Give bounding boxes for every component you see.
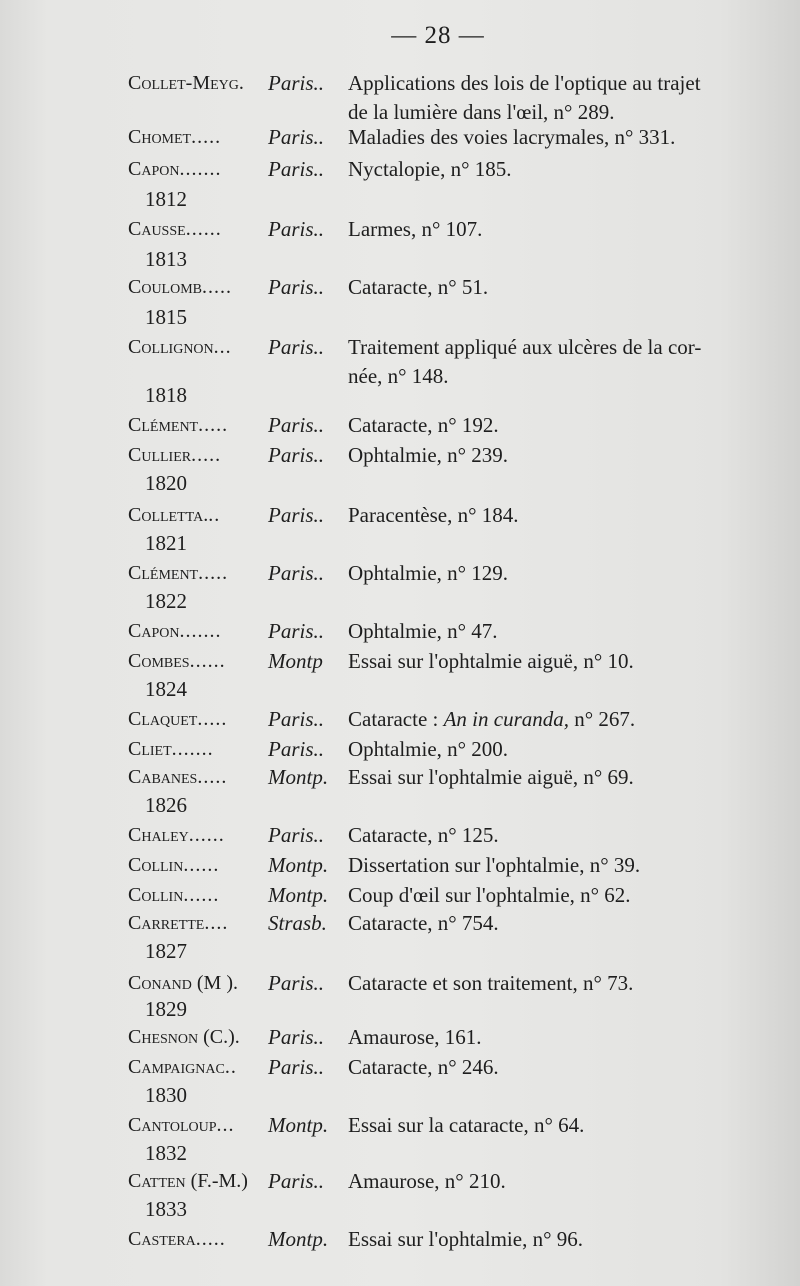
description: Cataracte, n° 246. [348, 1055, 499, 1079]
author-name: Causse...... [128, 218, 222, 240]
description: Nyctalopie, n° 185. [348, 157, 512, 181]
year-heading: 1832 [145, 1141, 187, 1165]
city: Paris.. [268, 707, 325, 731]
author-name: Clément..... [128, 562, 229, 584]
city: Paris.. [268, 1055, 325, 1079]
description: Cataracte et son traitement, n° 73. [348, 971, 634, 995]
author-name: Cabanes..... [128, 766, 228, 788]
city: Paris.. [268, 443, 325, 467]
description: Cataracte, n° 125. [348, 823, 499, 847]
year-heading: 1813 [145, 247, 187, 271]
year-heading: 1826 [145, 793, 187, 817]
description: Amaurose, n° 210. [348, 1169, 506, 1193]
city: Montp. [268, 1113, 329, 1137]
year-heading: 1833 [145, 1197, 187, 1221]
city: Paris.. [268, 275, 325, 299]
description: Larmes, n° 107. [348, 217, 483, 241]
author-name: Cullier..... [128, 444, 222, 466]
entry-row [128, 560, 768, 620]
description: Paracentèse, n° 184. [348, 503, 519, 527]
author-name: Conand (M ). [128, 972, 238, 994]
entry-row [128, 1226, 768, 1286]
author-name: Cliet....... [128, 738, 214, 760]
city: Montp. [268, 883, 329, 907]
description: Amaurose, 161. [348, 1025, 482, 1049]
city: Montp. [268, 1227, 329, 1251]
city: Paris.. [268, 619, 325, 643]
entry-row [128, 156, 768, 216]
entry-row [128, 764, 768, 824]
city: Paris.. [268, 335, 325, 359]
city: Paris.. [268, 157, 325, 181]
author-name: Campaignac.. [128, 1056, 237, 1078]
city: Paris.. [268, 823, 325, 847]
entry-row [128, 910, 768, 970]
city: Montp. [268, 853, 329, 877]
entry-row [128, 502, 768, 562]
city: Paris.. [268, 71, 325, 95]
entry-row [128, 648, 768, 708]
author-name: Collet-Meyg. [128, 72, 244, 94]
year-heading: 1830 [145, 1083, 187, 1107]
latin-title: An in curanda, [443, 707, 570, 731]
city: Montp. [268, 765, 329, 789]
author-name: Colletta... [128, 504, 221, 526]
author-name: Clément..... [128, 414, 229, 436]
description: Essai sur l'ophtalmie aiguë, n° 10. [348, 649, 634, 673]
author-name: Claquet..... [128, 708, 228, 730]
description: Essai sur l'ophtalmie, n° 96. [348, 1227, 583, 1251]
entry-row [128, 442, 768, 502]
author-name: Chomet..... [128, 126, 222, 148]
year-heading: 1822 [145, 589, 187, 613]
city: Paris.. [268, 737, 325, 761]
author-name: Carrette.... [128, 912, 229, 934]
author-name: Collin...... [128, 884, 220, 906]
entry-row [128, 216, 768, 276]
year-heading: 1824 [145, 677, 187, 701]
author-name: Combes...... [128, 650, 226, 672]
description: Essai sur l'ophtalmie aiguë, n° 69. [348, 765, 634, 789]
entry-row [128, 70, 768, 130]
entry-row [128, 1054, 768, 1114]
year-heading: 1827 [145, 939, 187, 963]
city: Paris.. [268, 561, 325, 585]
description: Dissertation sur l'ophtalmie, n° 39. [348, 853, 641, 877]
description: Ophtalmie, n° 47. [348, 619, 498, 643]
city: Paris.. [268, 503, 325, 527]
city: Paris.. [268, 217, 325, 241]
year-heading: 1812 [145, 187, 187, 211]
year-heading: 1821 [145, 531, 187, 555]
description: Coup d'œil sur l'ophtalmie, n° 62. [348, 883, 631, 907]
year-heading: 1829 [145, 997, 187, 1021]
author-name: Cantoloup... [128, 1114, 235, 1136]
city: Paris.. [268, 1025, 325, 1049]
author-name: Coulomb..... [128, 276, 233, 298]
author-name: Castera..... [128, 1228, 226, 1250]
description: Ophtalmie, n° 200. [348, 737, 509, 761]
city: Paris.. [268, 971, 325, 995]
description: Essai sur la cataracte, n° 64. [348, 1113, 585, 1137]
year-heading: 1815 [145, 305, 187, 329]
description: Ophtalmie, n° 129. [348, 561, 509, 585]
description: Traitement appliqué aux ulcères de la cor- née, n° 148. [348, 335, 702, 388]
description: Cataracte, n° 754. [348, 911, 499, 935]
city: Paris.. [268, 1169, 325, 1193]
entry-row [128, 1168, 768, 1228]
description: Applications des lois de l'optique au trajet de la lumière dans l'œil, n° 289. [348, 71, 701, 124]
city: Strasb. [268, 911, 327, 935]
city: Paris.. [268, 125, 325, 149]
author-name: Collin...... [128, 854, 220, 876]
year-heading: 1820 [145, 471, 187, 495]
author-name: Chesnon (C.). [128, 1026, 240, 1048]
entry-row [128, 274, 768, 334]
year-heading: 1818 [145, 383, 187, 407]
description: Cataracte, n° 51. [348, 275, 489, 299]
entry-row [128, 1112, 768, 1172]
description: Maladies des voies lacrymales, n° 331. [348, 125, 676, 149]
page-number: — 28 — [391, 22, 485, 49]
author-name: Collignon... [128, 336, 232, 358]
entry-row [128, 334, 768, 394]
description-continuation: de la lumière dans l'œil, n° 289. [348, 100, 615, 124]
entry-row [128, 970, 768, 1030]
description-continuation: née, n° 148. [348, 364, 449, 388]
description: Cataracte : An in curanda, n° 267. [348, 707, 636, 731]
description: Ophtalmie, n° 239. [348, 443, 509, 467]
description: Cataracte, n° 192. [348, 413, 499, 437]
author-name: Chaley...... [128, 824, 225, 846]
author-name: Catten (F.-M.) [128, 1170, 248, 1192]
author-name: Capon....... [128, 158, 222, 180]
author-name: Capon....... [128, 620, 222, 642]
city: Montp [268, 649, 323, 673]
city: Paris.. [268, 413, 325, 437]
